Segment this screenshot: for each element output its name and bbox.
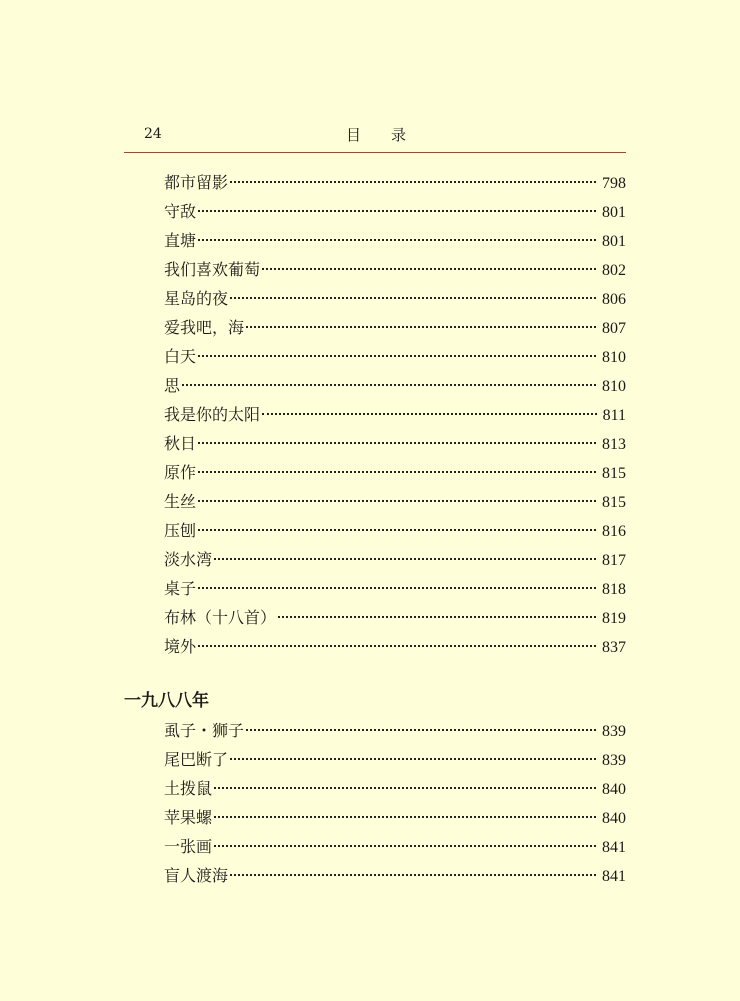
toc-section-1987 bbox=[124, 168, 626, 661]
page-number: 24 bbox=[144, 126, 162, 142]
toc-entry-page: 801 bbox=[602, 233, 626, 250]
dot-leader bbox=[230, 297, 596, 299]
dot-leader bbox=[198, 587, 596, 589]
toc-entry-page: 841 bbox=[602, 868, 626, 885]
toc-entry[interactable] bbox=[164, 861, 626, 890]
toc-entry-page: 817 bbox=[602, 552, 626, 569]
toc-entry[interactable] bbox=[164, 774, 626, 803]
toc-entry[interactable] bbox=[164, 516, 626, 545]
toc-entry-title: 我是你的太阳 bbox=[164, 405, 261, 424]
toc-entry-title: 境外 bbox=[164, 637, 197, 656]
dot-leader bbox=[198, 442, 596, 444]
dot-leader bbox=[198, 210, 596, 212]
toc-entry[interactable] bbox=[164, 487, 626, 516]
toc-entry-title: 都市留影 bbox=[164, 173, 229, 192]
toc-entry-title: 星岛的夜 bbox=[164, 289, 229, 308]
toc-entry-title: 我们喜欢葡萄 bbox=[164, 260, 261, 279]
dot-leader bbox=[198, 645, 596, 647]
toc-entry[interactable] bbox=[164, 803, 626, 832]
dot-leader bbox=[230, 758, 596, 760]
dot-leader bbox=[198, 355, 596, 357]
toc-entry-page: 798 bbox=[602, 175, 626, 192]
header-rule bbox=[124, 152, 626, 153]
section-heading: 一九八八年 bbox=[124, 691, 209, 711]
toc-entry-title: 布林（十八首） bbox=[164, 608, 277, 627]
dot-leader bbox=[198, 529, 596, 531]
toc-entry-title: 思 bbox=[164, 376, 181, 395]
dot-leader bbox=[198, 471, 596, 473]
toc-entry-page: 840 bbox=[602, 781, 626, 798]
toc-entry[interactable] bbox=[164, 458, 626, 487]
toc-entry[interactable] bbox=[164, 255, 626, 284]
toc-entry-page: 840 bbox=[602, 810, 626, 827]
dot-leader bbox=[246, 326, 596, 328]
toc-entry-title: 生丝 bbox=[164, 492, 197, 511]
dot-leader bbox=[214, 845, 596, 847]
toc-entry[interactable] bbox=[164, 632, 626, 661]
toc-entry-page: 815 bbox=[602, 494, 626, 511]
toc-entry-title: 秋日 bbox=[164, 434, 197, 453]
toc-entry-title: 桌子 bbox=[164, 579, 197, 598]
toc-entry-page: 839 bbox=[602, 723, 626, 740]
toc-entry[interactable] bbox=[164, 226, 626, 255]
toc-entry[interactable] bbox=[164, 400, 626, 429]
dot-leader bbox=[278, 616, 596, 618]
page-header bbox=[124, 124, 626, 152]
toc-entry[interactable] bbox=[164, 168, 626, 197]
toc-entry-page: 811 bbox=[602, 407, 626, 424]
toc-entry-page: 841 bbox=[602, 839, 626, 856]
dot-leader bbox=[182, 384, 596, 386]
toc-entry[interactable] bbox=[164, 716, 626, 745]
toc-entry-title: 守敌 bbox=[164, 202, 197, 221]
toc-entry-title: 盲人渡海 bbox=[164, 866, 229, 885]
dot-leader bbox=[214, 558, 596, 560]
dot-leader bbox=[262, 268, 596, 270]
toc-entry-page: 801 bbox=[602, 204, 626, 221]
dot-leader bbox=[230, 874, 596, 876]
toc-entry-page: 810 bbox=[602, 349, 626, 366]
toc-entry-page: 813 bbox=[602, 436, 626, 453]
toc-entry[interactable] bbox=[164, 342, 626, 371]
dot-leader bbox=[246, 729, 596, 731]
dot-leader bbox=[262, 413, 597, 415]
dot-leader bbox=[198, 239, 596, 241]
toc-entry-title: 尾巴断了 bbox=[164, 750, 229, 769]
toc-entry-page: 839 bbox=[602, 752, 626, 769]
toc-entry-page: 802 bbox=[602, 262, 626, 279]
toc-entry[interactable] bbox=[164, 429, 626, 458]
toc-entry[interactable] bbox=[164, 574, 626, 603]
toc-entry-page: 819 bbox=[602, 610, 626, 627]
toc-entry[interactable] bbox=[164, 197, 626, 226]
toc-entry[interactable] bbox=[164, 284, 626, 313]
toc-entry-title: 直塘 bbox=[164, 231, 197, 250]
toc-entry-title: 土拨鼠 bbox=[164, 779, 213, 798]
dot-leader bbox=[214, 787, 596, 789]
toc-entry[interactable] bbox=[164, 745, 626, 774]
toc-entry-title: 压刨 bbox=[164, 521, 197, 540]
toc-entry-page: 807 bbox=[602, 320, 626, 337]
toc-entry-page: 810 bbox=[602, 378, 626, 395]
toc-section-1988 bbox=[124, 688, 626, 890]
toc-entry[interactable] bbox=[164, 603, 626, 632]
toc-entry-page: 815 bbox=[602, 465, 626, 482]
toc-entry-page: 806 bbox=[602, 291, 626, 308]
toc-entry-title: 一张画 bbox=[164, 837, 213, 856]
toc-entry-title: 淡水湾 bbox=[164, 550, 213, 569]
toc-entry-page: 816 bbox=[602, 523, 626, 540]
toc-entry[interactable] bbox=[164, 313, 626, 342]
toc-entry-title: 白天 bbox=[164, 347, 197, 366]
toc-entry-title: 原作 bbox=[164, 463, 197, 482]
running-title: 目录 bbox=[346, 126, 437, 144]
toc-entry[interactable] bbox=[164, 371, 626, 400]
toc-entry[interactable] bbox=[164, 832, 626, 861]
toc-entry-page: 837 bbox=[602, 639, 626, 656]
toc-entry[interactable] bbox=[164, 545, 626, 574]
toc-entry-title: 虱子・狮子 bbox=[164, 721, 245, 740]
toc-entry-title: 苹果螺 bbox=[164, 808, 213, 827]
toc-entry-title: 爱我吧，海 bbox=[164, 318, 245, 337]
dot-leader bbox=[214, 816, 596, 818]
dot-leader bbox=[198, 500, 596, 502]
toc-entry-page: 818 bbox=[602, 581, 626, 598]
dot-leader bbox=[230, 181, 596, 183]
